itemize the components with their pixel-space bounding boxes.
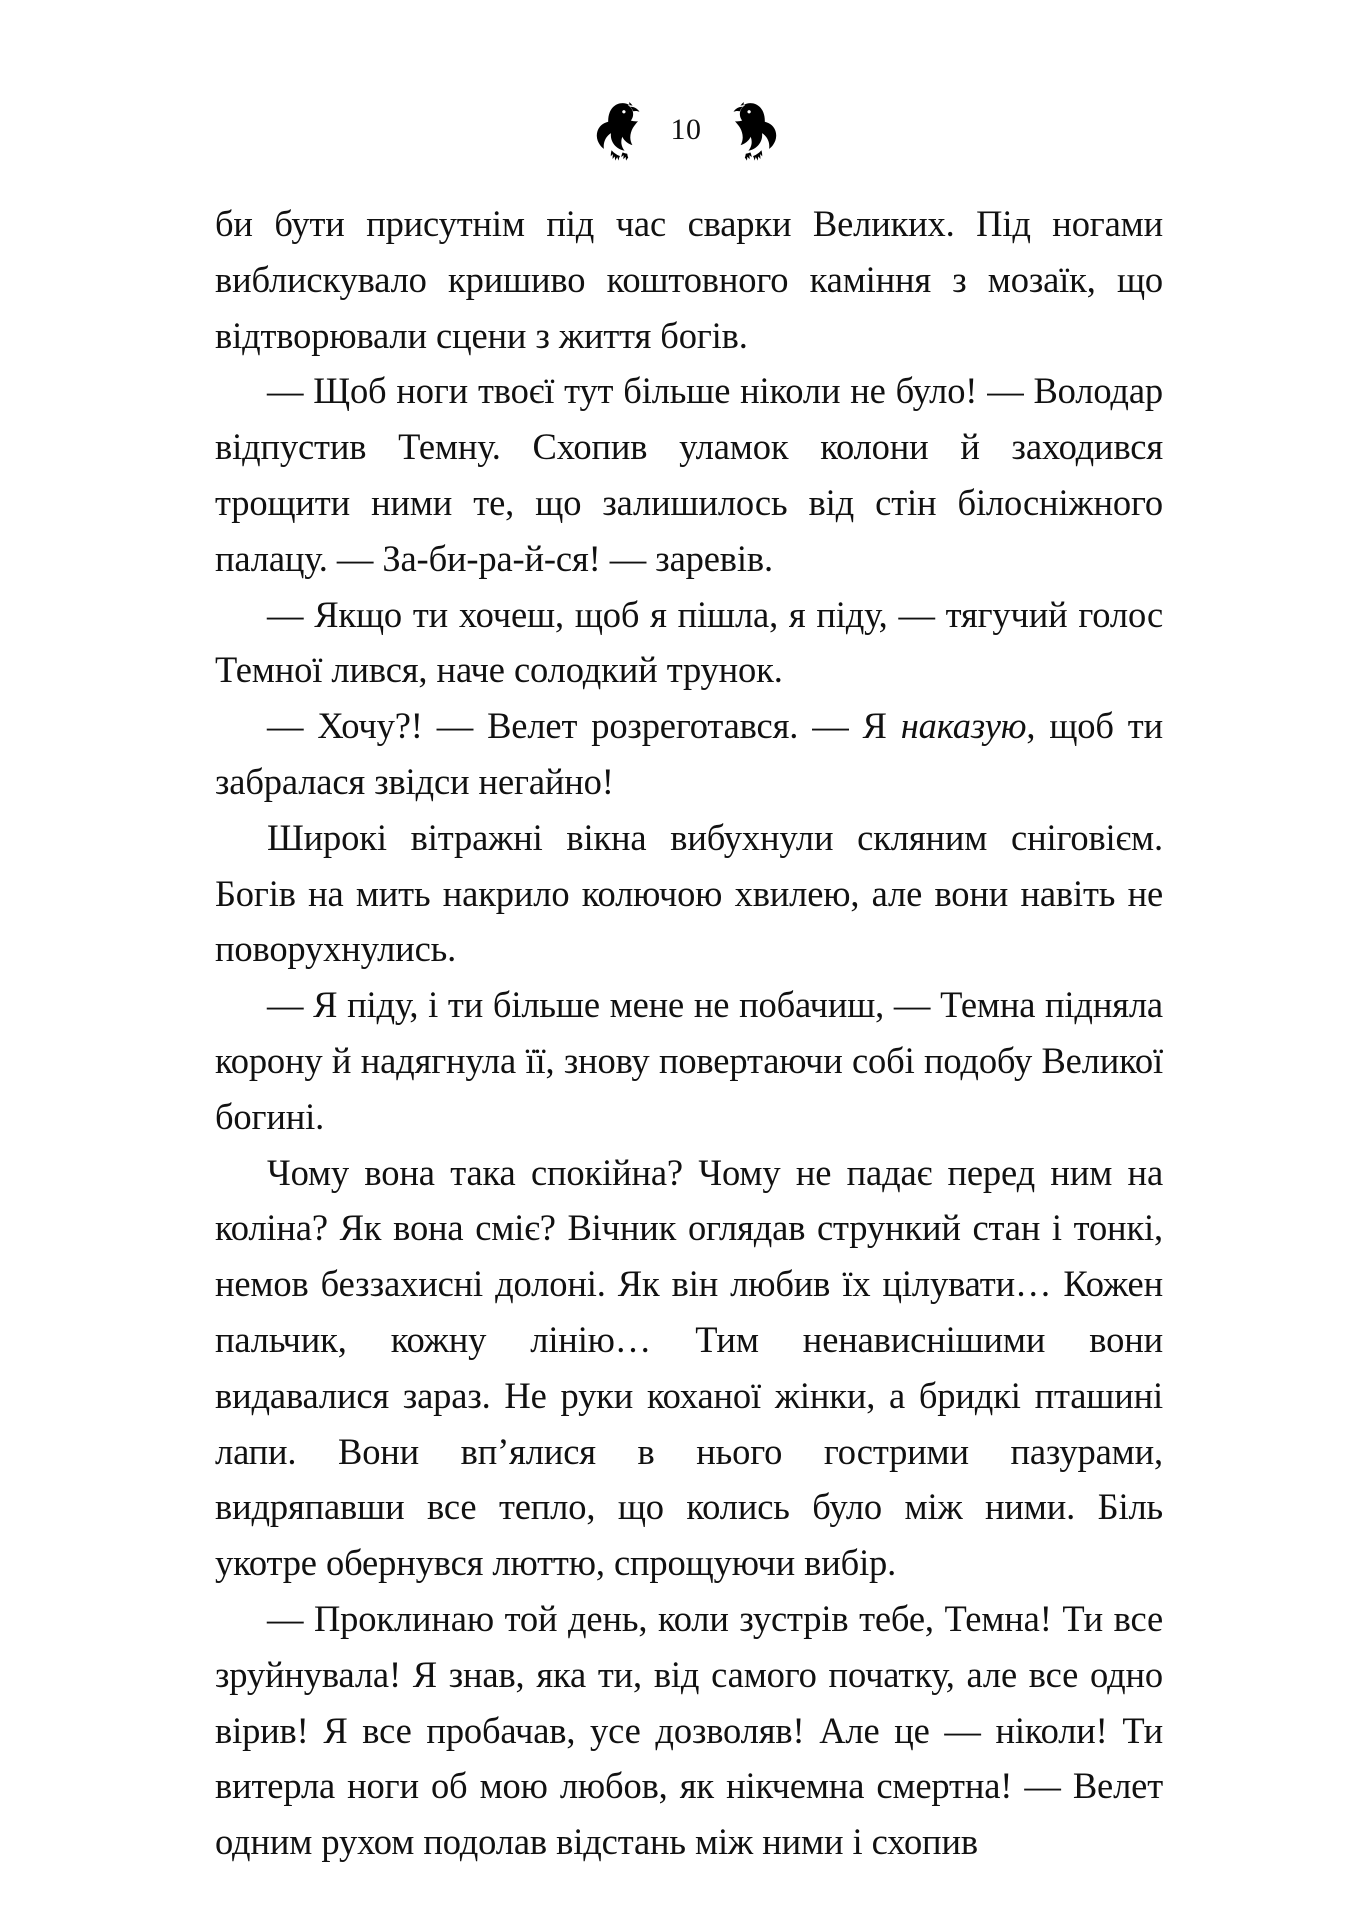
paragraph-text-after: , щоб ти забралася звідси негайно! bbox=[215, 705, 1163, 802]
raven-icon-right bbox=[732, 99, 784, 163]
raven-icon-left bbox=[589, 99, 641, 163]
paragraph: — Я піду, і ти більше мене не побачиш, — Темна підняла корону й надягнула її, знову повертаючи собі подобу Великої богині. bbox=[215, 984, 1163, 1137]
paragraph: Широкі вітражні вікна вибухнули скляним сніговієм. Богів на мить накрило колючою хвилею, але вони навіть не поворухнулись. bbox=[215, 816, 1163, 970]
paragraph-text-before: — Хочу?! — Велет розреготався. — Я bbox=[267, 705, 901, 747]
paragraph: — Якщо ти хочеш, щоб я пішла, я піду, — тягучий голос Темної лився, наче солодкий трунок. bbox=[215, 593, 1163, 691]
paragraph: — Щоб ноги твоєї тут більше ніколи не було! — Володар відпустив Темну. Схопив уламок колони й заходився трощити ними те, що залишилось від стін білосніжного палацу. — За-би-ра-й-ся! — заревів. bbox=[215, 370, 1163, 579]
emphasised-word: наказую bbox=[900, 705, 1027, 747]
body-text bbox=[215, 196, 1163, 1870]
paragraph: Чому вона така спокійна? Чому не падає перед ним на коліна? Як вона сміє? Вічник оглядав стрункий стан і тонкі, немов беззахисні долоні. Як він любив їх цілувати… Кожен пальчик, кожну лінію… Тим ненависнішими вони видавалися зараз. Не руки коханої жінки, а бридкі пташині лапи. Вони вп’ялися в нього гострими пазурами, видряпавши все тепло, що колись було між ними. Біль укотре обернувся люттю, спрощуючи вибір. bbox=[215, 1151, 1163, 1584]
paragraph-with-emphasis bbox=[215, 698, 1163, 810]
page-number: 10 bbox=[670, 113, 702, 146]
paragraph: би бути присутнім під час сварки Великих. Під ногами виблискувало кришиво коштовного каміння з мозаїк, що відтворювали сцени з життя богів. bbox=[215, 203, 1163, 356]
running-head bbox=[0, 96, 1372, 166]
paragraph: — Проклинаю той день, коли зустрів тебе, Темна! Ти все зруйнувала! Я знав, яка ти, від самого початку, але все одно вірив! Я все пробачав, усе дозволяв! Але це — ніколи! Ти витерла ноги об мою любов, як нікчемна смертна! — Велет одним рухом подолав відстань між ними і схопив bbox=[215, 1597, 1163, 1863]
